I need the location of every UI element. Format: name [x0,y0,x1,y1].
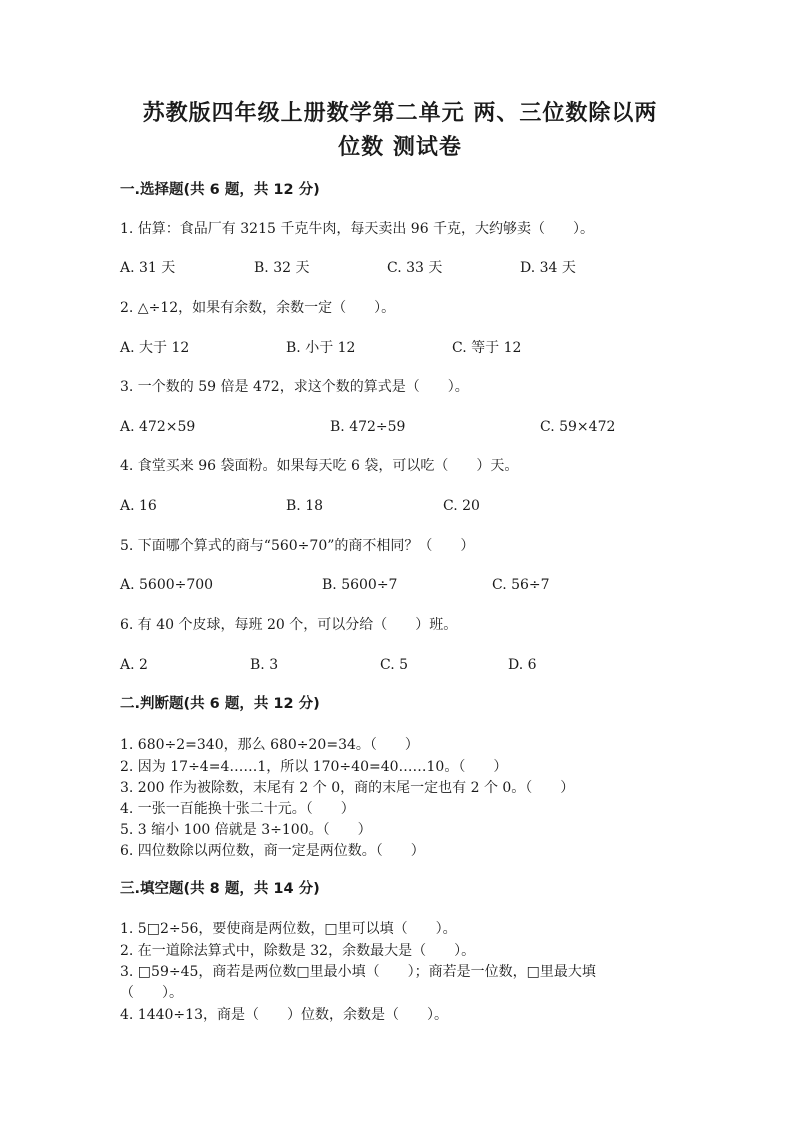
fill-in-item: 2. 在一道除法算式中，除数是 32，余数最大是（ ）。 [120,943,476,959]
question-text: 4. 食堂买来 96 袋面粉。如果每天吃 6 袋，可以吃（ ）天。 [120,458,519,474]
judgement-item: 2. 因为 17÷4=4……1，所以 170÷40=40……10。（ ） [120,759,508,775]
answer-option: A. 472×59 [120,419,196,435]
answer-option: C. 59×472 [540,419,616,435]
page-title-line-2: 位数 测试卷 [338,135,462,160]
judgement-item: 3. 200 作为被除数，末尾有 2 个 0，商的末尾一定也有 2 个 0。（ ） [120,780,575,796]
answer-option: A. 2 [120,657,148,673]
answer-option: D. 6 [508,657,537,673]
answer-option: C. 33 天 [387,260,443,276]
question-text: 2. △÷12，如果有余数，余数一定（ ）。 [120,300,396,316]
question-text: 6. 有 40 个皮球，每班 20 个，可以分给（ ）班。 [120,617,458,633]
answer-option: B. 3 [250,657,279,673]
answer-option: D. 34 天 [520,260,576,276]
question-text: 1. 估算：食品厂有 3215 千克牛肉，每天卖出 96 千克，大约够卖（ ）。 [120,221,595,237]
answer-option: A. 5600÷700 [120,577,214,593]
answer-option: B. 472÷59 [330,419,406,435]
answer-option: B. 小于 12 [286,340,356,356]
section-heading-fill-in: 三.填空题(共 8 题，共 14 分) [120,881,320,897]
fill-in-item: 3. □59÷45，商若是两位数□里最小填（ ）；商若是一位数，□里最大填 [120,964,596,980]
judgement-item: 4. 一张一百能换十张二十元。（ ） [120,801,355,817]
answer-option: B. 18 [286,498,324,514]
answer-option: C. 等于 12 [452,340,522,356]
answer-option: B. 5600÷7 [322,577,398,593]
question-text: 5. 下面哪个算式的商与“560÷70”的商不相同？（ ） [120,538,475,554]
page-title-line-1: 苏教版四年级上册数学第二单元 两、三位数除以两 [142,101,658,126]
answer-option: C. 56÷7 [492,577,550,593]
question-text: 3. 一个数的 59 倍是 472，求这个数的算式是（ ）。 [120,379,469,395]
fill-in-item-continuation: （ ）。 [120,985,183,1001]
fill-in-item: 4. 1440÷13，商是（ ）位数，余数是（ ）。 [120,1007,448,1023]
section-heading-choice: 一.选择题(共 6 题，共 12 分) [120,182,320,198]
section-heading-judgement: 二.判断题(共 6 题，共 12 分) [120,696,320,712]
judgement-item: 1. 680÷2=340，那么 680÷20=34。（ ） [120,737,419,753]
fill-in-item: 1. 5□2÷56，要使商是两位数，□里可以填（ ）。 [120,921,457,937]
answer-option: C. 5 [380,657,409,673]
answer-option: C. 20 [443,498,480,514]
answer-option: A. 16 [120,498,157,514]
judgement-item: 6. 四位数除以两位数，商一定是两位数。（ ） [120,843,425,859]
answer-option: A. 大于 12 [120,340,190,356]
answer-option: B. 32 天 [254,260,310,276]
answer-option: A. 31 天 [120,260,176,276]
judgement-item: 5. 3 缩小 100 倍就是 3÷100。（ ） [120,822,372,838]
